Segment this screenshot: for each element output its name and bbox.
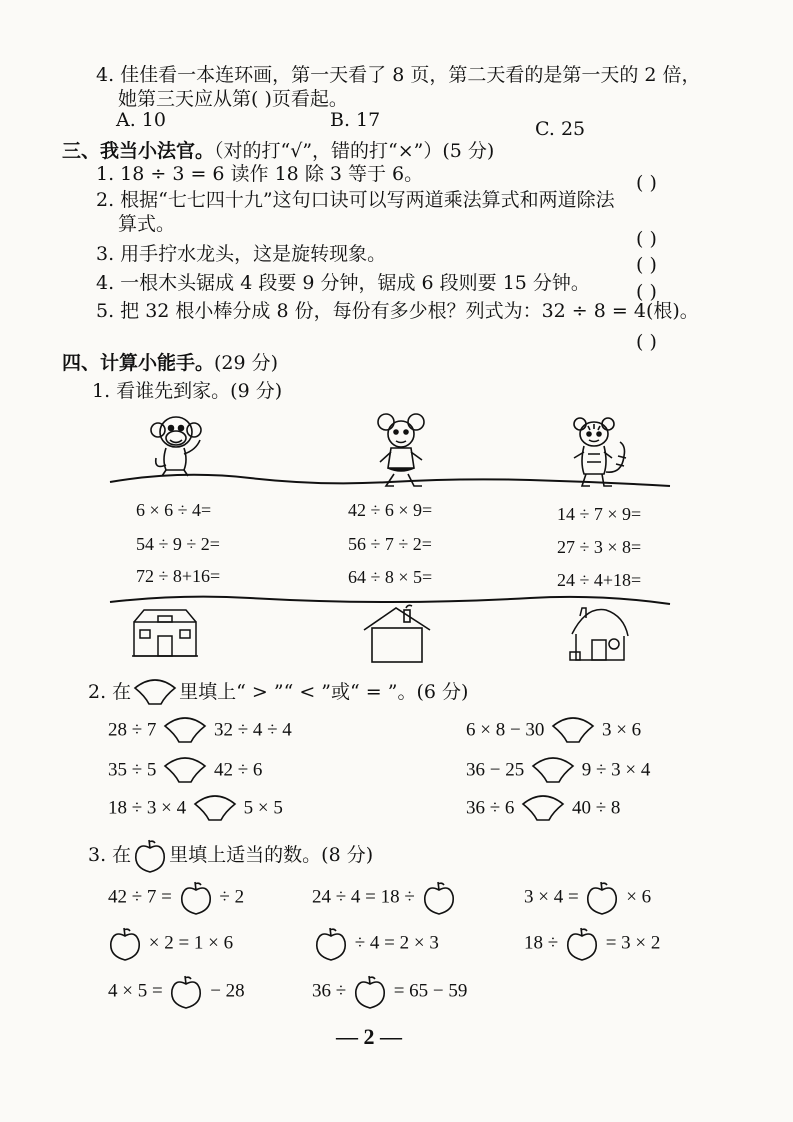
compare-2-left-expr: 6 × 8 − 30 [466, 719, 545, 741]
fill-3-right: × 6 [626, 886, 652, 908]
s3-answer-paren-2[interactable]: ( ) [636, 228, 657, 250]
calc-2-1: 54 ÷ 9 ÷ 2= [136, 534, 220, 554]
fill-1 [108, 880, 244, 916]
fill-4-right: × 2 = 1 × 6 [148, 932, 234, 954]
fill-5 [312, 926, 439, 962]
fill-6-left: 18 ÷ [524, 932, 559, 954]
q4-line2: 她第三天应从第( )页看起。 [118, 88, 348, 110]
fill-8-left: 36 ÷ [312, 980, 347, 1002]
compare-1-fan-blank[interactable] [163, 716, 207, 746]
calc-3-3: 24 ÷ 4+18= [557, 570, 642, 590]
road-top-line [110, 460, 670, 500]
compare-6-left-expr: 36 ÷ 6 [466, 797, 515, 819]
fill-7-apple-blank[interactable] [169, 974, 203, 1010]
compare-5-left-expr: 18 ÷ 3 × 4 [108, 797, 187, 819]
fill-1-right: ÷ 2 [219, 886, 245, 908]
calc-1-1: 6 × 6 ÷ 4= [136, 500, 212, 520]
fill-1-apple-blank[interactable] [179, 880, 213, 916]
q4-option-b: B. 17 [330, 109, 381, 131]
s3-answer-paren-5[interactable]: ( ) [636, 331, 657, 353]
compare-1-right-expr: 32 ÷ 4 ÷ 4 [213, 719, 292, 741]
house-2-icon [360, 604, 434, 664]
compare-1-left-expr: 28 ÷ 7 [108, 719, 157, 741]
compare-row-1-right [466, 716, 641, 746]
s3-item-5: 5. 把 32 根小棒分成 8 份，每份有多少根？列式为：32 ÷ 8 = 4(根)。 [96, 300, 699, 322]
compare-4-fan-blank[interactable] [531, 756, 575, 786]
section4-title: 四、计算小能手。 [62, 352, 215, 374]
fill-4 [106, 926, 233, 962]
s3-item-2-cont: 算式。 [118, 213, 176, 235]
fan-shape-icon [133, 678, 177, 708]
s3-answer-paren-1[interactable]: ( ) [636, 172, 657, 194]
fill-4-apple-blank[interactable] [108, 926, 142, 962]
house-1-icon [132, 606, 198, 658]
compare-3-right-expr: 42 ÷ 6 [213, 759, 263, 781]
calc-1-2: 42 ÷ 6 × 9= [348, 500, 433, 520]
compare-4-right-expr: 9 ÷ 3 × 4 [581, 759, 651, 781]
section3-heading [62, 139, 494, 163]
compare-2-fan-blank[interactable] [551, 716, 595, 746]
compare-5-fan-blank[interactable] [193, 794, 237, 824]
fill-2-apple-blank[interactable] [422, 880, 456, 916]
compare-5-right-expr: 5 × 5 [243, 797, 283, 819]
fill-6-apple-blank[interactable] [565, 926, 599, 962]
calc-3-1: 72 ÷ 8+16= [136, 566, 221, 586]
s4-part3-title [88, 838, 373, 874]
s3-item-1: 1. 18 ÷ 3 = 6 读作 18 除 3 等于 6。 [96, 163, 424, 185]
s4-part1-title: 1. 看谁先到家。(9 分) [92, 380, 283, 402]
fill-1-left: 42 ÷ 7 = [108, 886, 172, 908]
compare-row-3-right [466, 794, 620, 824]
calc-3-2: 64 ÷ 8 × 5= [348, 567, 433, 587]
fill-3-left: 3 × 4 = [524, 886, 579, 908]
compare-3-fan-blank[interactable] [163, 756, 207, 786]
apple-icon [133, 838, 167, 874]
s4-part2-title-end: 里填上“ > ”“ < ”或“ = ”。(6 分) [179, 681, 469, 703]
q4-line1: 4. 佳佳看一本连环画，第一天看了 8 页，第二天看的是第一天的 2 倍， [96, 64, 701, 86]
section4-heading [62, 351, 278, 375]
q4-option-c: C. 25 [535, 118, 586, 140]
fill-7 [108, 974, 245, 1010]
compare-6-fan-blank[interactable] [521, 794, 565, 824]
s4-part3-title-end: 里填上适当的数。(8 分) [169, 844, 374, 866]
s3-item-2: 2. 根据“七七四十九”这句口诀可以写两道乘法算式和两道除法 [96, 189, 615, 211]
compare-row-2-right [466, 756, 650, 786]
section4-score: (29 分) [214, 352, 279, 374]
section3-title: 三、我当小法官。 [62, 140, 215, 162]
compare-row-2-left [108, 756, 262, 786]
calc-2-2: 56 ÷ 7 ÷ 2= [348, 534, 432, 554]
fill-3 [524, 880, 651, 916]
house-3-icon [566, 604, 632, 666]
s3-answer-paren-4[interactable]: ( ) [636, 281, 657, 303]
fill-6 [524, 926, 660, 962]
fill-2-left: 24 ÷ 4 = 18 ÷ [312, 886, 415, 908]
s3-item-4: 4. 一根木头锯成 4 段要 9 分钟，锯成 6 段则要 15 分钟。 [96, 272, 590, 294]
compare-row-1-left [108, 716, 292, 746]
compare-4-left-expr: 36 − 25 [466, 759, 525, 781]
fill-8 [312, 974, 467, 1010]
fill-3-apple-blank[interactable] [585, 880, 619, 916]
fill-2 [312, 880, 458, 916]
fill-7-right: − 28 [210, 980, 245, 1002]
s3-item-3: 3. 用手拧水龙头，这是旋转现象。 [96, 243, 387, 265]
calc-1-3: 14 ÷ 7 × 9= [557, 504, 642, 524]
s4-part3-title-start: 3. 在 [88, 844, 132, 866]
fill-6-right: = 3 × 2 [605, 932, 661, 954]
fill-8-right: = 65 − 59 [393, 980, 468, 1002]
compare-2-right-expr: 3 × 6 [601, 719, 642, 741]
calc-2-3: 27 ÷ 3 × 8= [557, 537, 642, 557]
fill-8-apple-blank[interactable] [353, 974, 387, 1010]
fill-7-left: 4 × 5 = [108, 980, 163, 1002]
s4-part2-title [88, 678, 468, 708]
q4-option-a: A. 10 [116, 109, 166, 131]
s4-part2-title-start: 2. 在 [88, 681, 132, 703]
compare-3-left-expr: 35 ÷ 5 [108, 759, 157, 781]
fill-5-right: ÷ 4 = 2 × 3 [354, 932, 439, 954]
compare-6-right-expr: 40 ÷ 8 [571, 797, 621, 819]
compare-row-3-left [108, 794, 283, 824]
fill-5-apple-blank[interactable] [314, 926, 348, 962]
page-number: — 2 — [336, 1024, 402, 1049]
s3-answer-paren-3[interactable]: ( ) [636, 254, 657, 276]
section3-note: （对的打“√”，错的打“×”）(5 分) [214, 140, 495, 162]
